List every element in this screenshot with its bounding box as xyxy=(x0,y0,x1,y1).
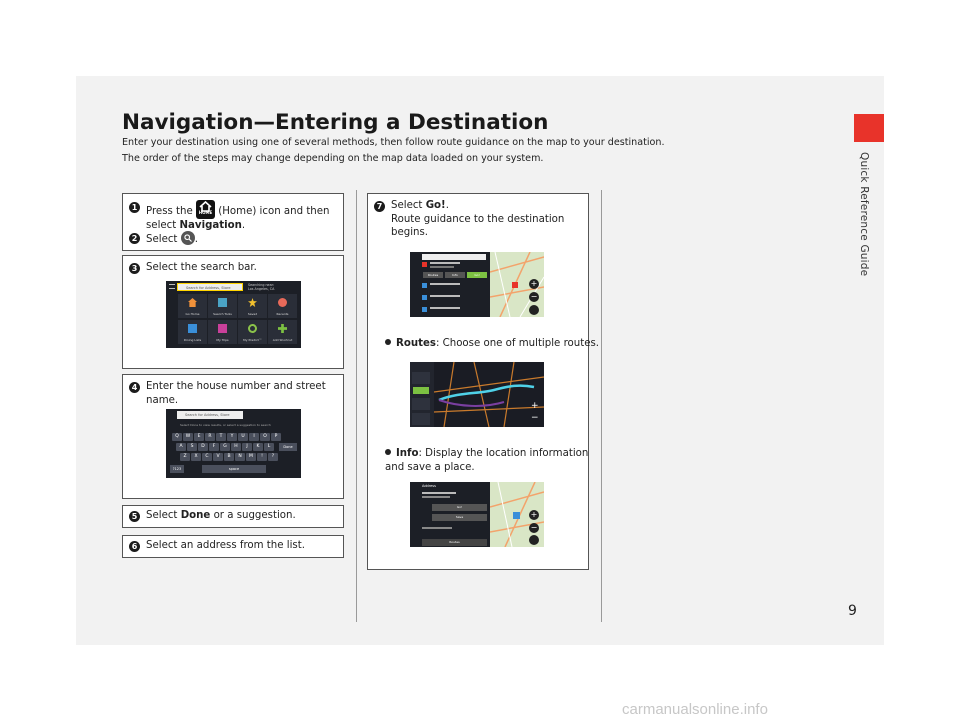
bullet-dot xyxy=(385,339,391,345)
screen3-search-bar[interactable] xyxy=(177,283,243,291)
screen3-tile-1[interactable] xyxy=(208,294,237,318)
screen4-keyboard xyxy=(166,433,301,478)
screen3-tile-6[interactable] xyxy=(238,320,267,344)
keyboard-key[interactable]: M xyxy=(246,453,256,461)
keyboard-key[interactable]: L xyxy=(264,443,274,451)
screen3-tile-3-label: Recents xyxy=(276,312,289,316)
screen3-tile-2[interactable] xyxy=(238,294,267,318)
step-7-screenshot-results xyxy=(410,252,544,317)
step-5-pre: Select xyxy=(146,510,178,521)
watermark: carmanualsonline.info xyxy=(622,701,768,718)
home-icon-label: HOME xyxy=(198,209,213,215)
screen4-hint: Select Done to view results, or select a suggestion to search xyxy=(180,423,271,427)
keyboard-key[interactable]: V xyxy=(213,453,223,461)
screen3-location-2: Los Angeles, CA xyxy=(248,287,275,291)
step-1-post: (Home) icon and then xyxy=(218,206,330,217)
screen7c-zoom-in-icon[interactable]: + xyxy=(530,510,538,519)
step-4-text xyxy=(146,380,326,407)
bullet-info-text: : Display the location information xyxy=(418,448,589,459)
step-2-post: . xyxy=(194,234,198,245)
screen3-location-1: Searching near: xyxy=(248,283,275,287)
keyboard-key[interactable]: Z xyxy=(180,453,190,461)
step-4-badge: 4 xyxy=(129,382,140,393)
screen7c-routes-button[interactable] xyxy=(422,539,487,546)
keyboard-key[interactable]: F xyxy=(209,443,219,451)
screen7c-location-pin xyxy=(513,512,520,519)
intro-line-2: The order of the steps may change depending on the map data loaded on your system. xyxy=(122,153,544,164)
home-icon xyxy=(196,200,215,219)
step-1-pre: Press the xyxy=(146,206,193,217)
screen7b-zoom-in-icon[interactable]: + xyxy=(531,401,539,411)
step-4-screenshot xyxy=(166,409,301,478)
screen3-tile-7-label: Add Shortcut xyxy=(272,338,293,342)
bullet-routes-text: : Choose one of multiple routes. xyxy=(435,338,600,349)
keyboard-key[interactable]: H xyxy=(231,443,241,451)
column-divider-2 xyxy=(601,190,602,622)
screen7c-save-label: Save xyxy=(455,515,464,519)
side-label: Quick Reference Guide xyxy=(858,152,870,277)
screen7b-zoom-out-icon[interactable]: − xyxy=(531,413,539,423)
keyboard-done-key[interactable]: Done xyxy=(279,443,297,451)
screen7a-go-button[interactable] xyxy=(467,272,487,278)
screen3-menu-icon xyxy=(169,284,175,289)
keyboard-key[interactable]: B xyxy=(224,453,234,461)
keyboard-key[interactable]: I xyxy=(249,433,259,441)
step-7-text xyxy=(391,199,564,240)
keyboard-key[interactable]: K xyxy=(253,443,263,451)
screen3-search-placeholder: Search for Address, Store xyxy=(186,286,231,290)
bullet-info-line-2: and save a place. xyxy=(385,461,475,473)
step-5-post: or a suggestion. xyxy=(213,510,296,521)
keyboard-key[interactable]: W xyxy=(183,433,193,441)
step-5-text xyxy=(146,509,296,523)
screen3-tile-2-label: Saved xyxy=(247,312,258,316)
step-4-line-2: name. xyxy=(146,394,179,406)
screen7a-map xyxy=(490,252,544,317)
step-2-badge: 2 xyxy=(129,233,140,244)
screen7c-panel xyxy=(410,482,490,547)
intro-line-1: Enter your destination using one of several methods, then follow route guidance on the map to your destination. xyxy=(122,137,665,148)
screen7a-info-label: Info xyxy=(452,273,458,277)
screen3-tile-1-label: Search Tools xyxy=(213,312,232,316)
step-7-line-2: Route guidance to the destination xyxy=(391,213,565,225)
keyboard-key[interactable]: O xyxy=(260,433,270,441)
keyboard-key[interactable]: ? xyxy=(268,453,278,461)
screen7a-zoom-in-icon[interactable]: + xyxy=(530,279,538,288)
step-4-line-1: Enter the house number and street xyxy=(146,381,326,392)
step-5-badge: 5 xyxy=(129,511,140,522)
keyboard-key[interactable]: G xyxy=(220,443,230,451)
screen7b-route-map xyxy=(434,362,544,427)
bullet-info xyxy=(385,447,588,474)
screen7a-settings-icon[interactable] xyxy=(529,305,539,315)
screen7b-route-list xyxy=(410,362,434,427)
screen3-tile-4[interactable] xyxy=(178,320,207,344)
keyboard-key[interactable]: Y xyxy=(227,433,237,441)
page-number: 9 xyxy=(848,603,857,619)
screen3-tile-7[interactable] xyxy=(268,320,297,344)
screen7a-zoom-out-icon[interactable]: − xyxy=(530,292,538,301)
screen7c-zoom-out-icon[interactable]: − xyxy=(530,523,538,532)
keyboard-key[interactable]: Q xyxy=(172,433,182,441)
step-5-done: Done xyxy=(180,510,211,521)
screen7a-info-button[interactable] xyxy=(445,272,465,278)
section-tab xyxy=(854,114,884,142)
keyboard-space-key[interactable]: space xyxy=(202,465,266,473)
step-7-go: Go! xyxy=(425,200,446,211)
step-6-badge: 6 xyxy=(129,541,140,552)
screen7c-save-button[interactable] xyxy=(432,514,487,521)
keyboard-key[interactable]: X xyxy=(191,453,201,461)
step-6-text: Select an address from the list. xyxy=(146,540,305,551)
keyboard-key[interactable]: R xyxy=(205,433,215,441)
screen7c-routes-label: Routes xyxy=(449,540,460,544)
step-1-badge: 1 xyxy=(129,202,140,213)
keyboard-key[interactable]: A xyxy=(176,443,186,451)
screen3-location xyxy=(248,283,274,291)
screen7a-list xyxy=(410,252,490,317)
screen7a-routes-label: Routes xyxy=(427,273,439,277)
keyboard-key[interactable]: T xyxy=(216,433,226,441)
screen3-tile-5[interactable] xyxy=(208,320,237,344)
step-7-screenshot-info xyxy=(410,482,544,547)
screen3-tile-0-label: Go Home xyxy=(185,312,200,316)
step-3-text: Select the search bar. xyxy=(146,262,257,273)
screen7c-map xyxy=(490,482,544,547)
bullet-routes xyxy=(385,337,599,351)
step-1-text xyxy=(146,200,342,233)
search-icon xyxy=(181,231,195,245)
screen7c-go-label: Go! xyxy=(456,505,463,509)
screen3-tile-0[interactable] xyxy=(178,294,207,318)
keyboard-key[interactable]: D xyxy=(198,443,208,451)
screen3-tile-3[interactable] xyxy=(268,294,297,318)
step-1-line2-post: . xyxy=(241,220,246,231)
step-2-pre: Select xyxy=(146,234,178,245)
step-7-post: . xyxy=(445,200,449,211)
screen7b-go-button[interactable] xyxy=(413,387,429,394)
bullet-dot-2 xyxy=(385,449,391,455)
screen7c-settings-icon[interactable] xyxy=(529,535,539,545)
keyboard-key[interactable]: E xyxy=(194,433,204,441)
keyboard-key[interactable]: N xyxy=(235,453,245,461)
screen4-search-bar[interactable] xyxy=(177,411,243,419)
keyboard-key[interactable]: P xyxy=(271,433,281,441)
keyboard-key[interactable]: U xyxy=(238,433,248,441)
step-7-screenshot-routes xyxy=(410,362,544,427)
keyboard-key[interactable]: C xyxy=(202,453,212,461)
column-divider-1 xyxy=(356,190,357,622)
step-1-line2-pre: select xyxy=(146,220,177,231)
step-7-pre: Select xyxy=(391,200,423,211)
step-7-badge: 7 xyxy=(374,201,385,212)
screen7a-destination-pin xyxy=(512,282,518,288)
step-3-badge: 3 xyxy=(129,263,140,274)
keyboard-symbols-key[interactable]: ?123 xyxy=(170,465,184,473)
screen3-tile-4-label: Dining Lists xyxy=(183,338,202,342)
keyboard-key[interactable]: ! xyxy=(257,453,267,461)
bullet-routes-bold: Routes xyxy=(396,338,436,349)
keyboard-key[interactable]: J xyxy=(242,443,252,451)
screen3-tile-5-label: My Trips xyxy=(216,338,229,342)
screen7a-go-label: Go! xyxy=(474,273,480,277)
screen7c-header: Address xyxy=(422,484,436,488)
step-1-navigation: Navigation xyxy=(179,220,242,231)
step-2-text xyxy=(146,231,198,247)
screen3-tile-6-label: My Predict™ xyxy=(243,338,262,342)
screen4-search-placeholder: Search for Address, Store xyxy=(185,413,230,417)
page-title: Navigation—Entering a Destination xyxy=(122,110,549,135)
step-3-screenshot xyxy=(166,281,301,348)
step-7-line-3: begins. xyxy=(391,227,429,238)
screen7a-routes-button[interactable] xyxy=(423,272,443,278)
bullet-info-bold: Info xyxy=(396,448,419,459)
keyboard-key[interactable]: S xyxy=(187,443,197,451)
screen7c-go-button[interactable] xyxy=(432,504,487,511)
